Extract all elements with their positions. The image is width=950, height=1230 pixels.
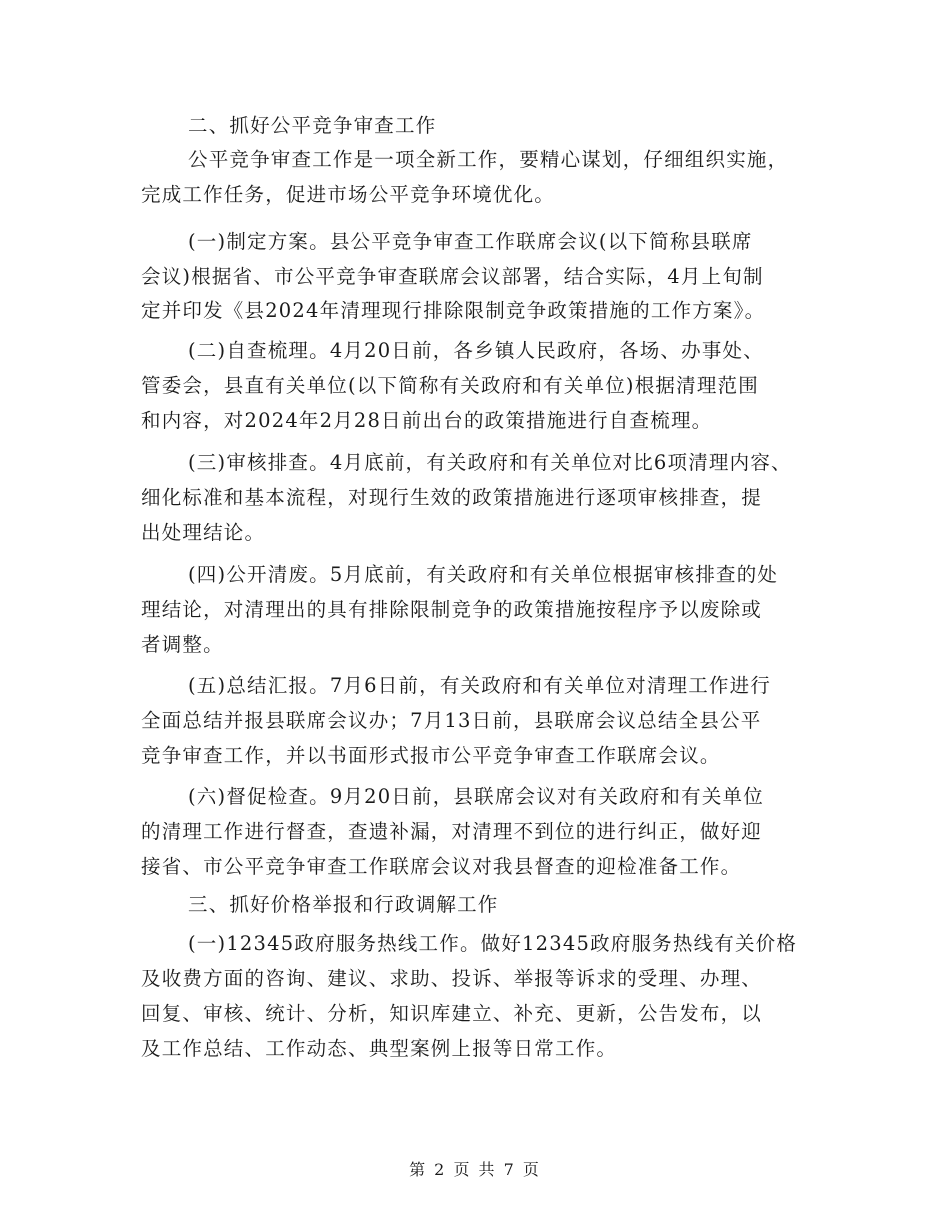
paragraph-line: 细化标准和基本流程，对现行生效的政策措施进行逐项审核排查，提 [141, 486, 763, 509]
paragraph-line: 出处理结论。 [141, 521, 266, 544]
paragraph-line: (五)总结汇报。7月6日前，有关政府和有关单位对清理工作进行 [188, 674, 772, 697]
paragraph-line: (一)制定方案。县公平竞争审查工作联席会议(以下简称县联席 [188, 230, 753, 253]
paragraph-line: 全面总结并报县联席会议办；7月13日前，县联席会议总结全县公平 [141, 709, 762, 732]
section-heading: 三、抓好价格举报和行政调解工作 [188, 893, 499, 916]
paragraph-line: (三)审核排查。4月底前，有关政府和有关单位对比6项清理内容、 [188, 451, 792, 474]
section-heading: 二、抓好公平竞争审查工作 [188, 114, 437, 137]
paragraph-line: 定并印发《县2024年清理现行排除限制竞争政策措施的工作方案》。 [141, 299, 766, 322]
paragraph-line: 管委会，县直有关单位(以下简称有关政府和有关单位)根据清理范围 [141, 374, 759, 397]
paragraph-line: 竞争审查工作，并以书面形式报市公平竞争审查工作联席会议。 [141, 744, 721, 767]
paragraph-line: 公平竞争审查工作是一项全新工作，要精心谋划，仔细组织实施， [188, 148, 789, 171]
paragraph-line: 和内容，对2024年2月28日前出台的政策措施进行自查梳理。 [141, 409, 713, 432]
paragraph-line: (一)12345政府服务热线工作。做好12345政府服务热线有关价格 [188, 932, 798, 955]
paragraph-line: 完成工作任务，促进市场公平竞争环境优化。 [141, 183, 556, 206]
paragraph-line: 者调整。 [141, 633, 224, 656]
paragraph-line: 理结论，对清理出的具有排除限制竞争的政策措施按程序予以废除或 [141, 598, 763, 621]
paragraph-line: 接省、市公平竞争审查工作联席会议对我县督查的迎检准备工作。 [141, 855, 742, 878]
paragraph-line: (六)督促检查。9月20日前，县联席会议对有关政府和有关单位 [188, 785, 764, 808]
paragraph-line: 的清理工作进行督查，查遗补漏，对清理不到位的进行纠正，做好迎 [141, 820, 763, 843]
paragraph-line: 回复、审核、统计、分析，知识库建立、补充、更新，公告发布，以 [141, 1002, 763, 1025]
paragraph-line: (四)公开清废。5月底前，有关政府和有关单位根据审核排查的处 [188, 563, 779, 586]
page-number-footer: 第 2 页 共 7 页 [409, 1160, 541, 1179]
paragraph-line: 及收费方面的咨询、建议、求助、投诉、举报等诉求的受理、办理、 [141, 967, 763, 990]
paragraph-line: 会议)根据省、市公平竞争审查联席会议部署，结合实际，4月上旬制 [141, 265, 764, 288]
paragraph-line: 及工作总结、工作动态、典型案例上报等日常工作。 [141, 1037, 618, 1060]
paragraph-line: (二)自查梳理。4月20日前，各乡镇人民政府，各场、办事处、 [188, 339, 764, 362]
